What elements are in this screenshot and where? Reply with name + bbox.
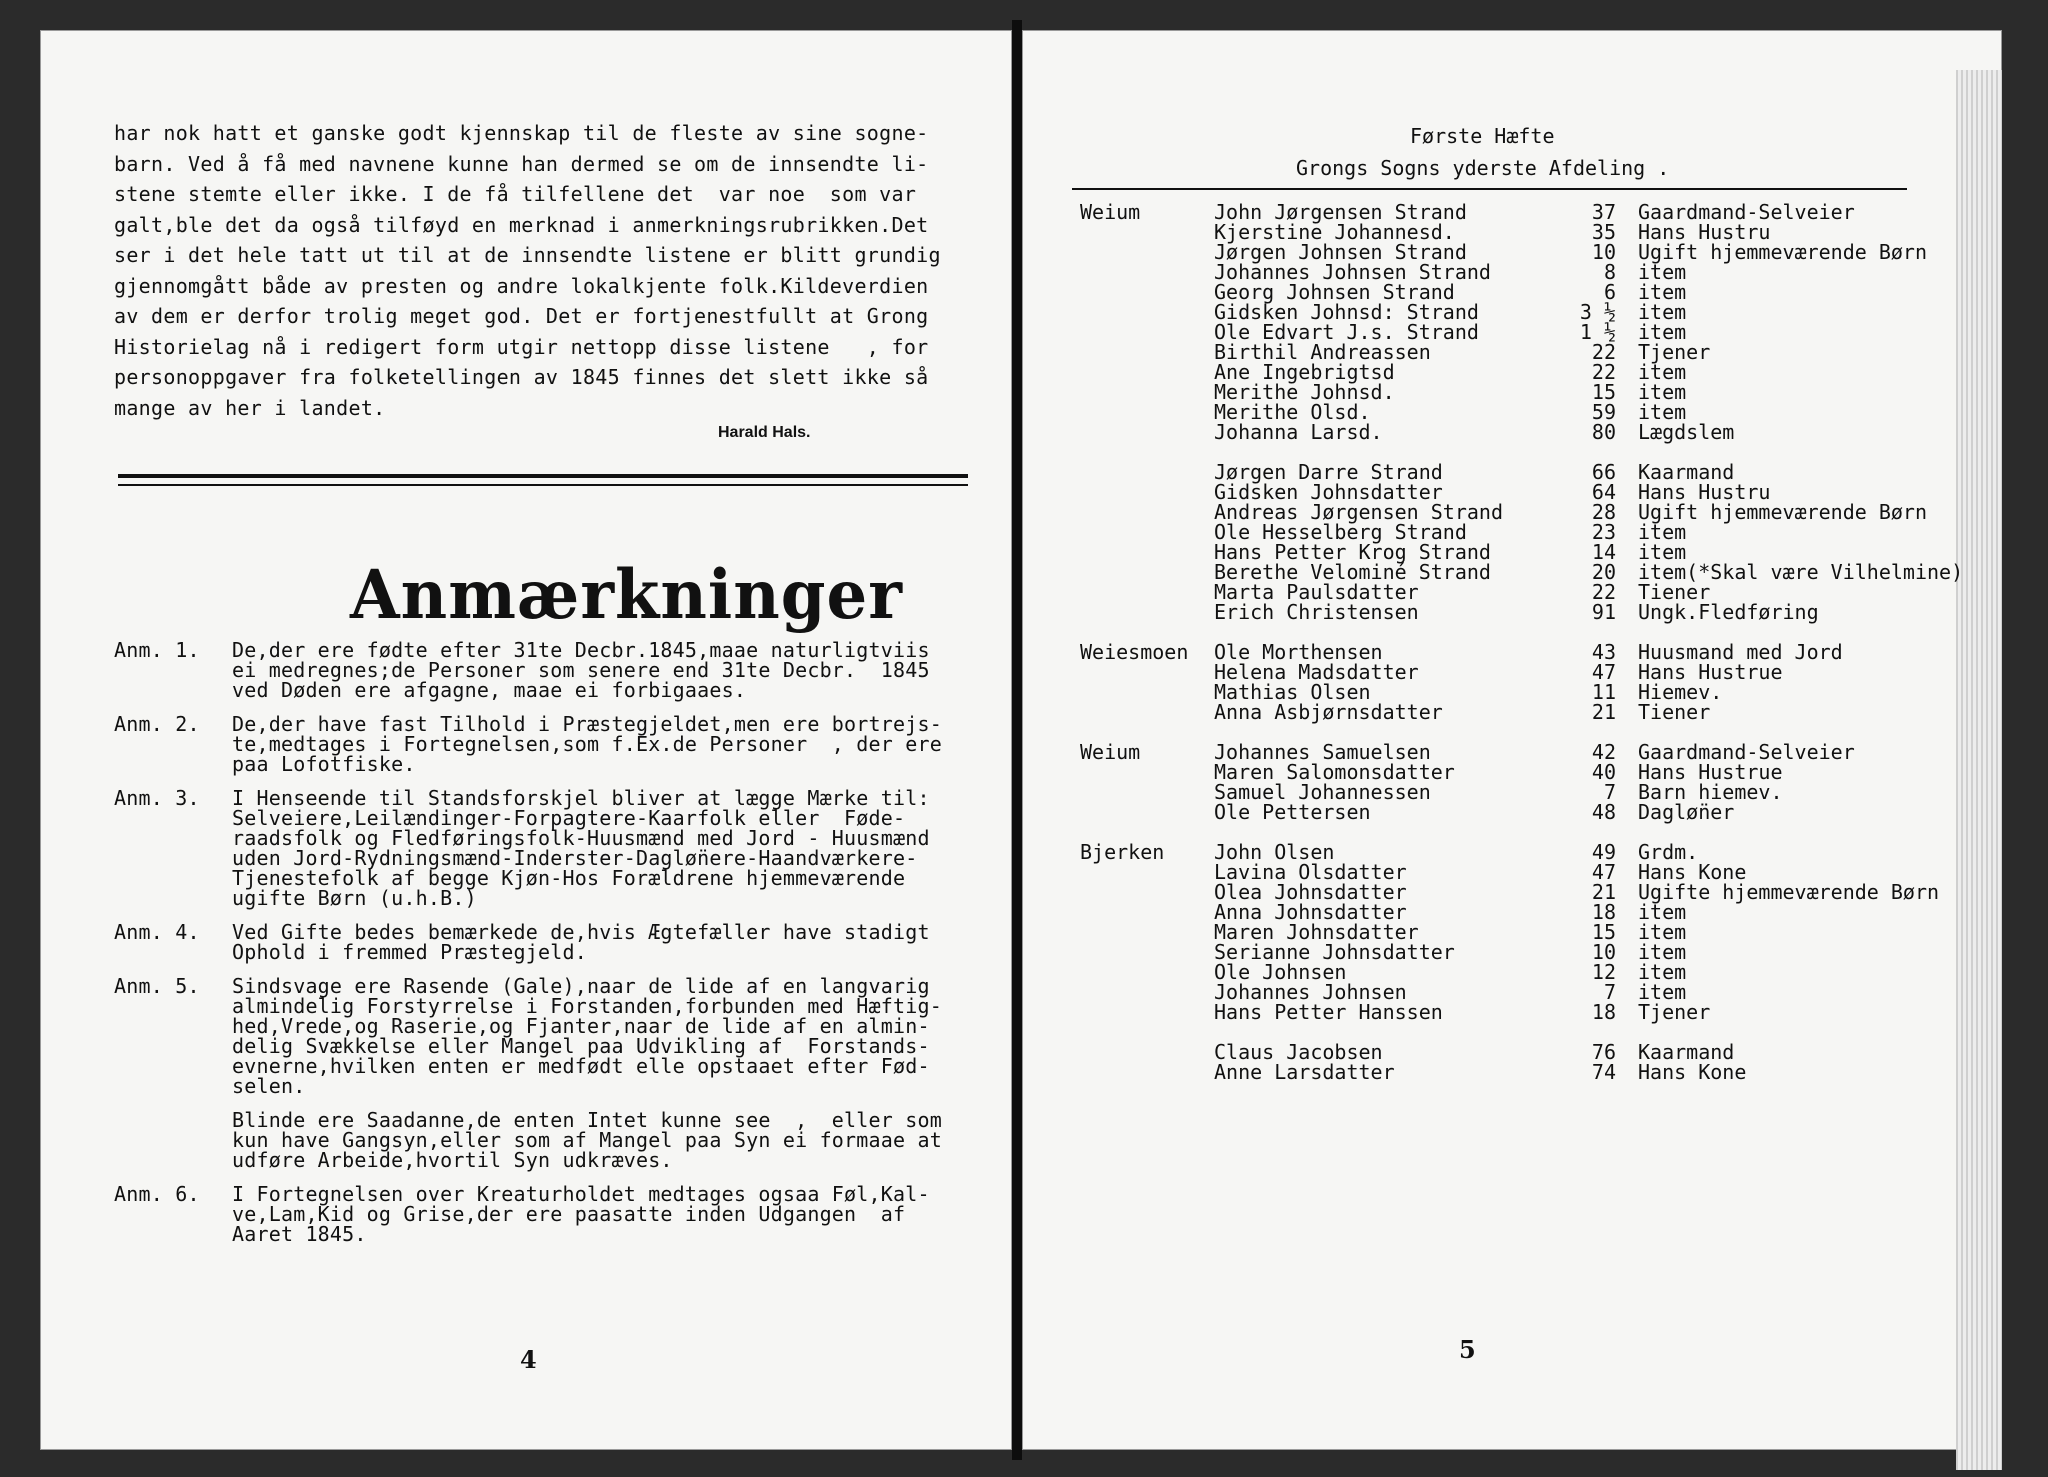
age-cell: 23 <box>1591 520 1616 544</box>
name-cell: Kjerstine Johannesd. <box>1214 220 1455 244</box>
note-line: evnerne,hvilken enten er medfødt elle opstaaet efter Fød- <box>232 1054 930 1078</box>
note-body <box>232 976 974 1096</box>
intro-line: Historielag nå i redigert form utgir nettopp disse listene , for <box>114 334 929 359</box>
name-cell: Merithe Johnsd. <box>1214 380 1395 404</box>
census-row <box>1080 382 1980 402</box>
age-cell: 15 <box>1591 920 1616 944</box>
role-cell: item <box>1638 280 1687 304</box>
name-cell: Lavina Olsdatter <box>1214 860 1407 884</box>
census-row <box>1080 842 1980 862</box>
name-cell: Ane Ingebrigtsd <box>1214 360 1395 384</box>
role-cell: item <box>1638 960 1687 984</box>
census-row <box>1080 262 1980 282</box>
age-cell: 15 <box>1591 380 1616 404</box>
note-label: Anm. 1. <box>114 638 200 662</box>
role-cell: Hans Hustru <box>1638 480 1771 504</box>
name-cell: Ole Pettersen <box>1214 800 1371 824</box>
place-cell <box>1080 802 1214 822</box>
note-line: Tjenestefolk af begge Kjøn-Hos Forældrene hjemmeværende <box>232 866 906 890</box>
name-cell: Claus Jacobsen <box>1214 1040 1383 1064</box>
place-cell <box>1080 862 1214 882</box>
note-line: Ophold i fremmed Præstegjeld. <box>232 940 587 964</box>
signature: Harald Hals. <box>718 424 811 441</box>
name-cell: Erich Christensen <box>1214 600 1419 624</box>
place-cell: Bjerken <box>1080 840 1165 864</box>
name-cell: John Jørgensen Strand <box>1214 200 1467 224</box>
note-body <box>232 714 974 774</box>
note-line: Selveiere,Leilændinger-Forpagtere-Kaarfolk eller Føde- <box>232 806 906 830</box>
note-body <box>232 788 974 908</box>
place-cell <box>1080 1042 1214 1062</box>
place-cell <box>1080 902 1214 922</box>
census-row <box>1080 782 1980 802</box>
note-line: I Fortegnelsen over Kreaturholdet medtages ogsaa Føl,Kal- <box>232 1182 930 1206</box>
note-line: De,der ere fødte efter 31te Decbr.1845,maae naturligtviis <box>232 638 930 662</box>
name-cell: Hans Petter Hanssen <box>1214 1000 1443 1024</box>
place-cell <box>1080 482 1214 502</box>
book-spine <box>1012 20 1022 1460</box>
census-row <box>1080 462 1980 482</box>
name-cell: Ole Edvart J.s. Strand <box>1214 320 1479 344</box>
age-cell: 47 <box>1591 660 1616 684</box>
intro-line: mange av her i landet. <box>114 395 386 420</box>
role-cell: Hiemev. <box>1638 680 1723 704</box>
age-cell: 49 <box>1591 840 1616 864</box>
note-line: ugifte Børn (u.h.B.) <box>232 886 477 910</box>
role-cell: item <box>1638 520 1687 544</box>
place-cell <box>1080 522 1214 542</box>
note-label: Anm. 5. <box>114 974 200 998</box>
name-cell: Ole Hesselberg Strand <box>1214 520 1467 544</box>
note-line: te,medtages i Fortegnelsen,som f.Ex.de Personer , der ere <box>232 732 942 756</box>
age-cell: 59 <box>1591 400 1616 424</box>
census-row <box>1080 1042 1980 1062</box>
role-cell: Ungk.Fledføring <box>1638 600 1819 624</box>
census-row <box>1080 682 1980 702</box>
name-cell: Serianne Johnsdatter <box>1214 940 1455 964</box>
household-group <box>1080 202 1980 442</box>
note-line: Aaret 1845. <box>232 1222 367 1246</box>
census-row <box>1080 642 1980 662</box>
name-cell: Johannes Samuelsen <box>1214 740 1431 764</box>
intro-line: stene stemte eller ikke. I de få tilfellene det var noe som var <box>114 182 917 206</box>
name-cell: Gidsken Johnsd: Strand <box>1214 300 1479 324</box>
age-cell: 43 <box>1591 640 1616 664</box>
role-cell: item <box>1638 400 1687 424</box>
census-subtitle: Grongs Sogns yderste Afdeling . <box>1296 156 1670 180</box>
role-cell: Hans Kone <box>1638 1060 1747 1084</box>
place-cell <box>1080 382 1214 402</box>
census-row <box>1080 542 1980 562</box>
intro-line: av dem er derfor trolig meget god. Det er fortjenestfullt at Grong <box>114 304 929 328</box>
census-row <box>1080 862 1980 882</box>
role-cell: item <box>1638 900 1687 924</box>
place-cell <box>1080 602 1214 622</box>
age-cell: 35 <box>1591 220 1616 244</box>
page-number-left: 4 <box>520 1345 537 1374</box>
note-item <box>114 976 974 1096</box>
role-cell: Kaarmand <box>1638 1040 1735 1064</box>
census-row <box>1080 922 1980 942</box>
age-cell: 21 <box>1591 880 1616 904</box>
household-group <box>1080 842 1980 1022</box>
role-cell: Huusmand med Jord <box>1638 640 1843 664</box>
role-cell: item <box>1638 540 1687 564</box>
age-cell: 40 <box>1591 760 1616 784</box>
census-table <box>1080 202 1980 1102</box>
census-row <box>1080 662 1980 682</box>
age-cell: 18 <box>1591 1000 1616 1024</box>
age-cell: 18 <box>1591 900 1616 924</box>
census-row <box>1080 342 1980 362</box>
census-row <box>1080 482 1980 502</box>
role-cell: item <box>1638 980 1687 1004</box>
age-cell: 12 <box>1591 960 1616 984</box>
age-cell: 47 <box>1591 860 1616 884</box>
census-row <box>1080 902 1980 922</box>
place-cell <box>1080 282 1214 302</box>
intro-line: gjennomgått både av presten og andre lokalkjente folk.Kildeverdien <box>114 273 929 298</box>
divider-thick <box>118 474 968 478</box>
age-cell: 10 <box>1591 940 1616 964</box>
census-divider <box>1072 188 1907 190</box>
place-cell <box>1080 562 1214 582</box>
note-line: I Henseende til Standsforskjel bliver at lægge Mærke til: <box>232 786 930 810</box>
age-cell: 76 <box>1591 1040 1616 1064</box>
place-cell: Weium <box>1080 740 1141 764</box>
age-cell: 3 ½ <box>1579 300 1616 324</box>
note-line: ei medregnes;de Personer som senere end 31te Decbr. 1845 <box>232 658 930 682</box>
note-line: Ved Gifte bedes bemærkede de,hvis Ægtefæller have stadigt <box>232 920 930 944</box>
place-cell <box>1080 922 1214 942</box>
place-cell <box>1080 542 1214 562</box>
note-label: Anm. 3. <box>114 786 200 810</box>
intro-line: galt,ble det da også tilføyd en merknad i anmerkningsrubrikken.Det <box>114 212 929 237</box>
role-cell: Barn hiemev. <box>1638 780 1783 804</box>
name-cell: Berethe Velominé Strand <box>1214 560 1491 584</box>
place-cell <box>1080 962 1214 982</box>
note-item <box>114 714 974 774</box>
note-line: kun have Gangsyn,eller som af Mangel paa Syn ei formaae at <box>232 1128 942 1152</box>
section-heading: Anmærkninger <box>350 556 903 635</box>
age-cell: 64 <box>1591 480 1616 504</box>
place-cell: Weium <box>1080 200 1141 224</box>
census-row <box>1080 802 1980 822</box>
role-cell: item <box>1638 380 1687 404</box>
census-row <box>1080 402 1980 422</box>
place-cell <box>1080 662 1214 682</box>
age-cell: 28 <box>1591 500 1616 524</box>
role-cell: Ugift hjemmeværende Børn <box>1638 500 1927 524</box>
census-row <box>1080 422 1980 442</box>
role-cell: Dagløn̈er <box>1638 800 1735 824</box>
name-cell: Ole Morthensen <box>1214 640 1383 664</box>
age-cell: 22 <box>1591 340 1616 364</box>
census-row <box>1080 982 1980 1002</box>
role-cell: Ugifte hjemmeværende Børn <box>1638 880 1940 904</box>
note-line: almindelig Forstyrrelse i Forstanden,forbunden med Hæftig- <box>232 994 942 1018</box>
census-row <box>1080 562 1980 582</box>
census-row <box>1080 242 1980 262</box>
place-cell <box>1080 422 1214 442</box>
household-group <box>1080 742 1980 822</box>
role-cell: item <box>1638 260 1687 284</box>
name-cell: Johanna Larsd. <box>1214 420 1383 444</box>
age-cell: 6 <box>1603 280 1616 304</box>
census-row <box>1080 742 1980 762</box>
census-row <box>1080 302 1980 322</box>
place-cell <box>1080 342 1214 362</box>
place-cell <box>1080 942 1214 962</box>
age-cell: 80 <box>1591 420 1616 444</box>
age-cell: 7 <box>1603 980 1616 1004</box>
role-cell: item <box>1638 300 1687 324</box>
place-cell <box>1080 882 1214 902</box>
name-cell: Samuel Johannessen <box>1214 780 1431 804</box>
note-line: selen. <box>232 1074 306 1098</box>
note-item <box>114 788 974 908</box>
age-cell: 74 <box>1591 1060 1616 1084</box>
intro-line: ser i det hele tatt ut til at de innsendte listene er blitt grundig <box>114 243 941 267</box>
role-cell: Tjener <box>1638 340 1711 364</box>
name-cell: Maren Johnsdatter <box>1214 920 1419 944</box>
role-cell: item <box>1638 920 1687 944</box>
name-cell: Merithe Olsd. <box>1214 400 1371 424</box>
age-cell: 10 <box>1591 240 1616 264</box>
place-cell <box>1080 982 1214 1002</box>
age-cell: 91 <box>1591 600 1616 624</box>
note-item <box>114 1110 974 1170</box>
census-row <box>1080 1002 1980 1022</box>
place-cell <box>1080 582 1214 602</box>
role-cell: Hans Hustrue <box>1638 660 1783 684</box>
census-row <box>1080 602 1980 622</box>
note-line: ved Døden ere afgagne, maae ei forbigaaes. <box>232 678 747 702</box>
note-line: delig Svækkelse eller Mangel paa Udvikling af Forstands- <box>232 1034 930 1058</box>
note-label: Anm. 6. <box>114 1182 200 1206</box>
place-cell: Weiesmoen <box>1080 640 1189 664</box>
role-cell: Hans Hustrue <box>1638 760 1783 784</box>
role-cell: item(*Skal være Vilhelmine) <box>1638 560 1964 584</box>
name-cell: Birthil Andreassen <box>1214 340 1431 364</box>
name-cell: Mathias Olsen <box>1214 680 1371 704</box>
role-cell: Hans Kone <box>1638 860 1747 884</box>
census-row <box>1080 282 1980 302</box>
age-cell: 37 <box>1591 200 1616 224</box>
name-cell: Anne Larsdatter <box>1214 1060 1395 1084</box>
household-group <box>1080 642 1980 722</box>
note-line: ve,Lam,Kid og Grise,der ere paasatte inden Udgangen af <box>232 1202 906 1226</box>
role-cell: Grdm. <box>1638 840 1699 864</box>
census-row <box>1080 702 1980 722</box>
note-line: udføre Arbeide,hvortil Syn udkræves. <box>232 1148 673 1172</box>
note-line: Sindsvage ere Rasende (Gale),naar de lide af en langvarig <box>232 974 930 998</box>
intro-line: har nok hatt et ganske godt kjennskap til de fleste av sine sogne- <box>114 121 929 145</box>
place-cell <box>1080 242 1214 262</box>
place-cell <box>1080 222 1214 242</box>
note-item <box>114 922 974 962</box>
age-cell: 8 <box>1603 260 1616 284</box>
role-cell: Gaardmand-Selveier <box>1638 740 1855 764</box>
note-line: Blinde ere Saadanne,de enten Intet kunne see , eller som <box>232 1108 942 1132</box>
name-cell: Jørgen Darre Strand <box>1214 460 1443 484</box>
role-cell: Ugift hjemmeværende Børn <box>1638 240 1927 264</box>
page-number-right: 5 <box>1459 1335 1476 1364</box>
census-row <box>1080 1062 1980 1082</box>
role-cell: Tjener <box>1638 1000 1711 1024</box>
age-cell: 22 <box>1591 360 1616 384</box>
divider-thin <box>118 484 968 486</box>
age-cell: 21 <box>1591 700 1616 724</box>
note-line: hed,Vrede,og Raserie,og Fjanter,naar de lide af en almin- <box>232 1014 930 1038</box>
role-cell: Tiener <box>1638 580 1711 604</box>
census-row <box>1080 202 1980 222</box>
age-cell: 1 ½ <box>1579 320 1616 344</box>
census-row <box>1080 882 1980 902</box>
place-cell <box>1080 702 1214 722</box>
name-cell: Olea Johnsdatter <box>1214 880 1407 904</box>
census-row <box>1080 502 1980 522</box>
age-cell: 14 <box>1591 540 1616 564</box>
place-cell <box>1080 682 1214 702</box>
note-body <box>232 1110 974 1170</box>
age-cell: 22 <box>1591 580 1616 604</box>
household-group <box>1080 462 1980 622</box>
place-cell <box>1080 402 1214 422</box>
intro-paragraph <box>114 118 964 423</box>
role-cell: Lægdslem <box>1638 420 1735 444</box>
role-cell: Gaardmand-Selveier <box>1638 200 1855 224</box>
notes-list <box>114 640 974 1258</box>
age-cell: 42 <box>1591 740 1616 764</box>
age-cell: 66 <box>1591 460 1616 484</box>
place-cell <box>1080 262 1214 282</box>
name-cell: Johannes Johnsen Strand <box>1214 260 1491 284</box>
note-line: raadsfolk og Fledføringsfolk-Huusmænd med Jord - Huusmænd <box>232 826 930 850</box>
note-body <box>232 1184 974 1244</box>
place-cell <box>1080 302 1214 322</box>
census-row <box>1080 222 1980 242</box>
name-cell: Johannes Johnsen <box>1214 980 1407 1004</box>
note-label: Anm. 4. <box>114 920 200 944</box>
census-row <box>1080 962 1980 982</box>
place-cell <box>1080 1002 1214 1022</box>
role-cell: item <box>1638 320 1687 344</box>
census-row <box>1080 762 1980 782</box>
name-cell: Maren Salomonsdatter <box>1214 760 1455 784</box>
role-cell: Kaarmand <box>1638 460 1735 484</box>
note-label: Anm. 2. <box>114 712 200 736</box>
place-cell <box>1080 462 1214 482</box>
census-row <box>1080 322 1980 342</box>
age-cell: 20 <box>1591 560 1616 584</box>
place-cell <box>1080 762 1214 782</box>
note-line: De,der have fast Tilhold i Præstegjeldet,men ere bortrejs- <box>232 712 942 736</box>
name-cell: John Olsen <box>1214 840 1335 864</box>
note-item <box>114 1184 974 1244</box>
place-cell <box>1080 322 1214 342</box>
note-item <box>114 640 974 700</box>
role-cell: item <box>1638 360 1687 384</box>
intro-line: personoppgaver fra folketellingen av 1845 finnes det slett ikke så <box>114 365 929 389</box>
intro-line: barn. Ved å få med navnene kunne han dermed se om de innsendte li- <box>114 151 929 176</box>
household-group <box>1080 1042 1980 1082</box>
name-cell: Jørgen Johnsen Strand <box>1214 240 1467 264</box>
age-cell: 11 <box>1591 680 1616 704</box>
census-row <box>1080 362 1980 382</box>
name-cell: Marta Paulsdatter <box>1214 580 1419 604</box>
census-title: Første Hæfte <box>1410 124 1555 148</box>
name-cell: Ole Johnsen <box>1214 960 1347 984</box>
name-cell: Anna Asbjørnsdatter <box>1214 700 1443 724</box>
role-cell: Hans Hustru <box>1638 220 1771 244</box>
role-cell: Tiener <box>1638 700 1711 724</box>
name-cell: Gidsken Johnsdatter <box>1214 480 1443 504</box>
place-cell <box>1080 782 1214 802</box>
age-cell: 48 <box>1591 800 1616 824</box>
census-row <box>1080 582 1980 602</box>
note-label <box>114 1110 232 1170</box>
place-cell <box>1080 502 1214 522</box>
note-line: paa Lofotfiske. <box>232 752 416 776</box>
census-row <box>1080 522 1980 542</box>
census-row <box>1080 942 1980 962</box>
note-body <box>232 922 974 962</box>
name-cell: Andreas Jørgensen Strand <box>1214 500 1503 524</box>
age-cell: 7 <box>1603 780 1616 804</box>
note-body <box>232 640 974 700</box>
name-cell: Hans Petter Krog Strand <box>1214 540 1491 564</box>
role-cell: item <box>1638 940 1687 964</box>
name-cell: Anna Johnsdatter <box>1214 900 1407 924</box>
name-cell: Helena Madsdatter <box>1214 660 1419 684</box>
place-cell <box>1080 362 1214 382</box>
note-line: uden Jord-Rydningsmænd-Inderster-Dagløn̈ere-Haandværkere- <box>232 846 918 870</box>
place-cell <box>1080 1062 1214 1082</box>
name-cell: Georg Johnsen Strand <box>1214 280 1455 304</box>
